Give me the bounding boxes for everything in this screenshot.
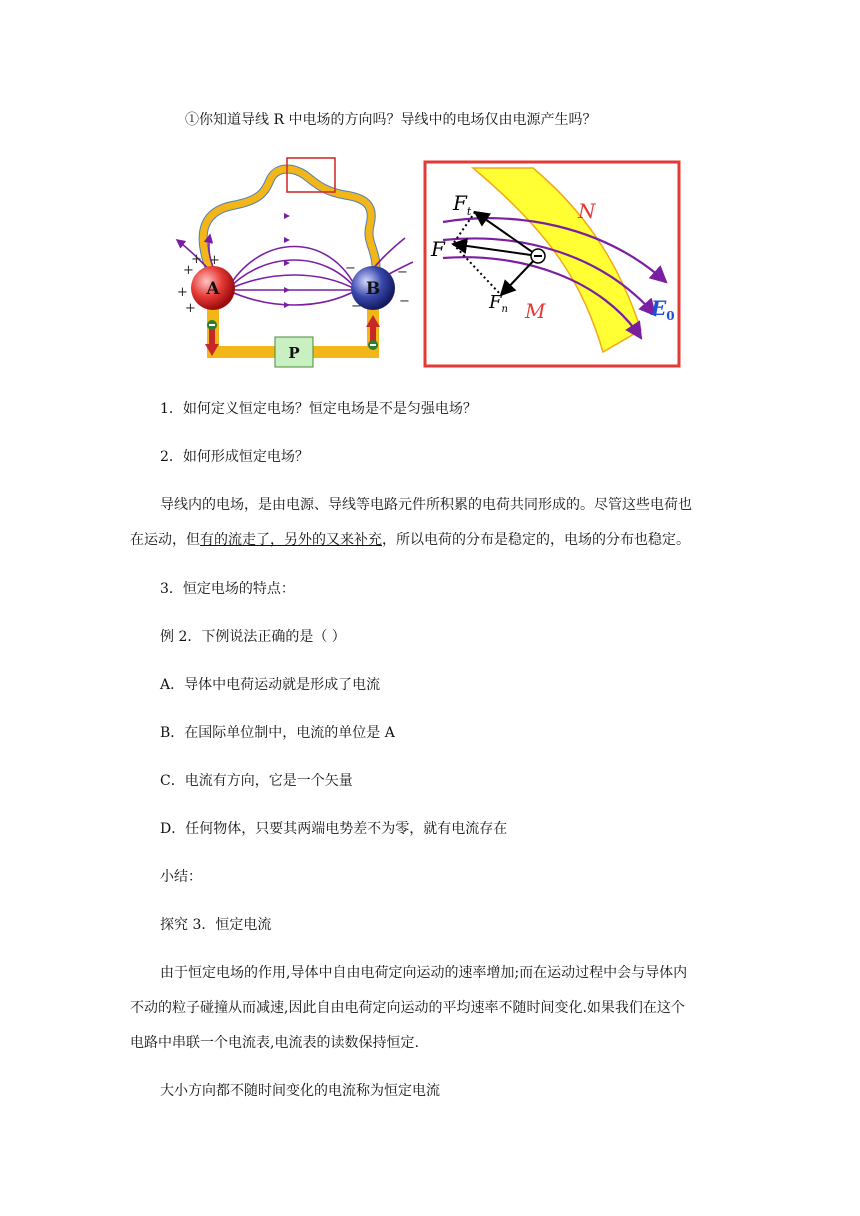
- label-a: A: [206, 279, 220, 299]
- field-line: [227, 275, 357, 290]
- label-f: F: [431, 237, 445, 261]
- label-b: B: [365, 279, 381, 299]
- question-intro: ①你知道导线 R 中电场的方向吗？导线中的电场仅由电源产生吗？: [185, 112, 597, 128]
- definition: 大小方向都不随时间变化的电流称为恒定电流: [160, 1083, 440, 1099]
- paragraph-1-line-2: 在运动，但有的流走了，另外的又来补充，所以电荷的分布是稳定的，电场的分布也稳定。: [130, 532, 690, 548]
- svg-text:+: +: [209, 253, 220, 268]
- summary-label: 小结：: [160, 869, 202, 885]
- question-1: 1．如何定义恒定电场？恒定电场是不是匀强电场？: [160, 401, 477, 417]
- paragraph-2-line-2: 不动的粒子碰撞从而减速,因此自由电荷定向运动的平均速率不随时间变化.如果我们在这个: [130, 1000, 685, 1016]
- option-a: A．导体中电荷运动就是形成了电流: [160, 677, 381, 693]
- label-fn: $F_n$: [489, 292, 508, 315]
- label-ft: $F_t$: [453, 191, 472, 218]
- question-2: 2．如何形成恒定电场？: [160, 449, 309, 465]
- circuit-field-figure: [165, 150, 415, 370]
- example-stem: 例 2．下例说法正确的是（ ）: [160, 629, 346, 645]
- svg-text:−: −: [399, 294, 410, 309]
- svg-text:+: +: [177, 285, 188, 300]
- label-e0: $E_0$: [651, 296, 675, 323]
- svg-text:+: +: [191, 252, 202, 267]
- svg-text:−: −: [345, 261, 356, 276]
- svg-text:−: −: [351, 299, 362, 314]
- label-p: P: [288, 344, 300, 362]
- underlined-phrase: 有的流走了，另外的又来补充: [200, 532, 382, 548]
- paragraph-2-line-3: 电路中串联一个电流表,电流表的读数保持恒定.: [130, 1035, 419, 1051]
- field-line: [227, 247, 357, 291]
- field-line: [227, 290, 357, 305]
- option-c: C．电流有方向，它是一个矢量: [160, 773, 353, 789]
- label-n: N: [578, 199, 596, 223]
- paragraph-2-line-1: 由于恒定电场的作用,导体中自由电荷定向运动的速率增加;而在运动过程中会与导体内: [160, 965, 688, 981]
- svg-text:+: +: [185, 301, 196, 316]
- svg-text:+: +: [183, 263, 194, 278]
- label-m: M: [525, 299, 546, 323]
- force-decomposition-figure: [423, 160, 683, 370]
- svg-text:−: −: [397, 265, 408, 280]
- question-3: 3．恒定电场的特点：: [160, 581, 295, 597]
- explore-3-heading: 探究 3．恒定电流: [160, 917, 272, 933]
- option-b: B．在国际单位制中，电流的单位是 A: [160, 725, 395, 741]
- option-d: D．任何物体，只要其两端电势差不为零，就有电流存在: [160, 821, 508, 837]
- paragraph-1-line-1: 导线内的电场，是由电源、导线等电路元件所积累的电荷共同形成的。尽管这些电荷也: [160, 497, 692, 513]
